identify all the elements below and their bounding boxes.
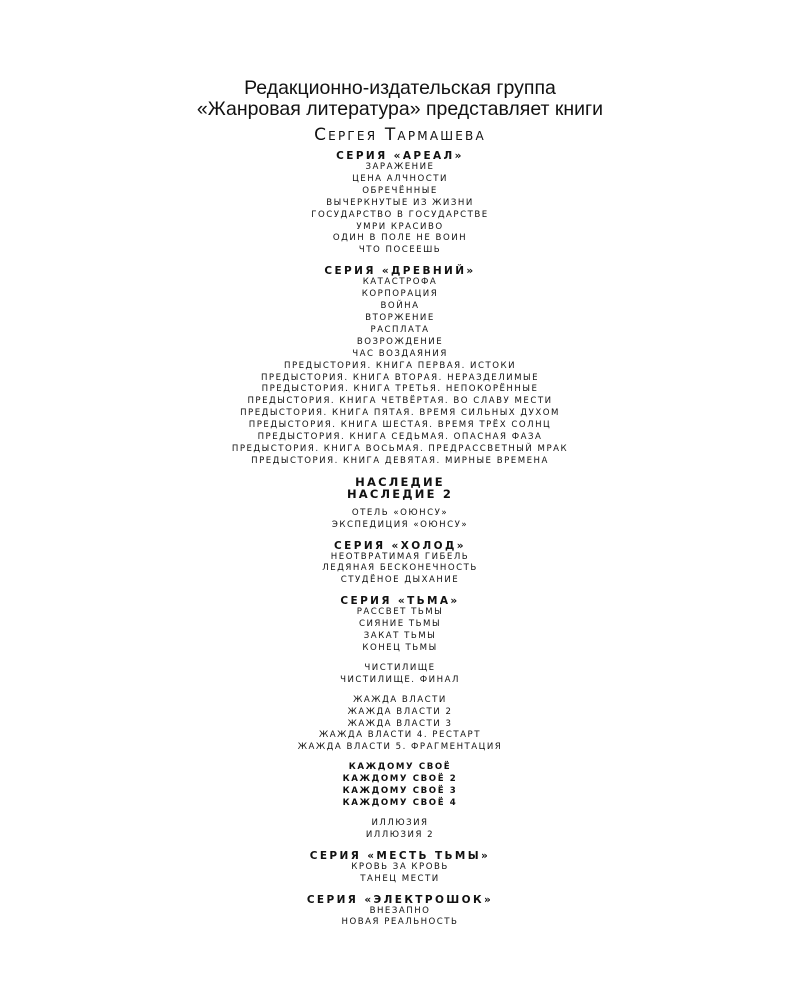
book-title: РАССВЕТ ТЬМЫ xyxy=(356,607,444,618)
series-heading: СЕРИЯ «ТЬМА» xyxy=(340,595,460,608)
book-title: ПРЕДЫСТОРИЯ. КНИГА ТРЕТЬЯ. НЕПОКОРЁННЫЕ xyxy=(261,384,539,395)
book-title: ВОЗРОЖДЕНИЕ xyxy=(356,336,444,347)
book-title: ПРЕДЫСТОРИЯ. КНИГА ШЕСТАЯ. ВРЕМЯ ТРЁХ СОЛНЦ xyxy=(248,420,552,431)
book-title: ЖАЖДА ВЛАСТИ xyxy=(353,694,447,705)
book-title: КАЖДОМУ СВОЁ xyxy=(348,762,452,773)
series-group xyxy=(0,265,800,468)
book-title: ЧИСТИЛИЩЕ xyxy=(364,662,436,673)
series-heading: НАСЛЕДИЕ xyxy=(355,474,445,489)
book-title: СТУДЁНОЕ ДЫХАНИЕ xyxy=(340,575,460,586)
book-title: ЗАКАТ ТЬМЫ xyxy=(363,631,437,642)
book-list-page xyxy=(0,78,800,929)
book-title: ЭКСПЕДИЦИЯ «ОЮНСУ» xyxy=(331,519,469,530)
publisher-line-2: «Жанровая литература» представляет книги xyxy=(196,98,604,120)
series-heading: СЕРИЯ «ЭЛЕКТРОШОК» xyxy=(306,893,494,906)
series-group xyxy=(0,540,800,588)
series-group xyxy=(0,476,800,532)
book-title: СИЯНИЕ ТЬМЫ xyxy=(358,619,442,630)
book-title: РАСПЛАТА xyxy=(370,324,430,335)
book-title: ЧТО ПОСЕЕШЬ xyxy=(358,245,442,256)
series-group xyxy=(0,894,800,930)
series-heading: СЕРИЯ «ДРЕВНИЙ» xyxy=(324,265,476,278)
book-title: ВОЙНА xyxy=(380,301,420,312)
book-title: УМРИ КРАСИВО xyxy=(356,221,444,232)
book-title: ОДИН В ПОЛЕ НЕ ВОИН xyxy=(332,233,468,244)
publisher-line-1: Редакционно-издательская группа xyxy=(244,77,556,99)
book-title: КОНЕЦ ТЬМЫ xyxy=(362,643,438,653)
series-list xyxy=(0,150,800,929)
series-group xyxy=(0,663,800,687)
book-title: ПРЕДЫСТОРИЯ. КНИГА ПЯТАЯ. ВРЕМЯ СИЛЬНЫХ ДУХОМ xyxy=(240,408,560,419)
series-heading: СЕРИЯ «ХОЛОД» xyxy=(334,539,466,552)
book-title: ЛЕДЯНАЯ БЕСКОНЕЧНОСТЬ xyxy=(322,563,478,574)
series-group xyxy=(0,595,800,655)
book-title: ЗАРАЖЕНИЕ xyxy=(365,162,435,172)
book-title: КРОВЬ ЗА КРОВЬ xyxy=(351,861,449,872)
book-title: КАТАСТРОФА xyxy=(362,277,438,288)
book-title: ЖАЖДА ВЛАСТИ 2 xyxy=(347,706,453,717)
book-title: ВЫЧЕРКНУТЫЕ ИЗ ЖИЗНИ xyxy=(326,197,474,208)
book-title: ОБРЕЧЁННЫЕ xyxy=(362,185,438,196)
series-group xyxy=(0,695,800,755)
group-spacer xyxy=(0,500,800,508)
author-name: Сергея Тармашева xyxy=(314,125,486,145)
book-title: ВНЕЗАПНО xyxy=(369,905,431,916)
series-heading: НАСЛЕДИЕ 2 xyxy=(346,486,454,501)
series-group xyxy=(0,818,800,842)
book-title: ПРЕДЫСТОРИЯ. КНИГА ДЕВЯТАЯ. МИРНЫЕ ВРЕМЕНА xyxy=(251,455,549,466)
book-title: КОРПОРАЦИЯ xyxy=(361,289,439,300)
book-title: ТАНЕЦ МЕСТИ xyxy=(360,873,440,884)
book-title: ЦЕНА АЛЧНОСТИ xyxy=(352,173,448,184)
book-title: ПРЕДЫСТОРИЯ. КНИГА ВОСЬМАЯ. ПРЕДРАССВЕТНЫЙ МРАК xyxy=(231,443,569,454)
book-title: ВТОРЖЕНИЕ xyxy=(365,312,435,323)
series-heading: СЕРИЯ «МЕСТЬ ТЬМЫ» xyxy=(309,849,491,862)
book-title: ПРЕДЫСТОРИЯ. КНИГА ЧЕТВЁРТАЯ. ВО СЛАВУ МЕСТИ xyxy=(247,396,553,407)
book-title: ИЛЛЮЗИЯ xyxy=(371,817,429,828)
book-title: ПРЕДЫСТОРИЯ. КНИГА ПЕРВАЯ. ИСТОКИ xyxy=(283,360,517,371)
series-heading: СЕРИЯ «АРЕАЛ» xyxy=(336,150,464,162)
book-title: ОТЕЛЬ «ОЮНСУ» xyxy=(351,507,449,518)
book-title: ЧАС ВОЗДАЯНИЯ xyxy=(352,348,448,359)
book-title: ЖАЖДА ВЛАСТИ 5. ФРАГМЕНТАЦИЯ xyxy=(297,742,503,753)
book-title: НОВАЯ РЕАЛЬНОСТЬ xyxy=(341,917,459,928)
series-group xyxy=(0,850,800,886)
book-title: КАЖДОМУ СВОЁ 4 xyxy=(342,797,458,808)
book-title: ПРЕДЫСТОРИЯ. КНИГА СЕДЬМАЯ. ОПАСНАЯ ФАЗА xyxy=(257,432,543,443)
book-title: ЖАЖДА ВЛАСТИ 4. РЕСТАРТ xyxy=(319,730,481,741)
book-title: ИЛЛЮЗИЯ 2 xyxy=(365,829,435,840)
book-title: ЖАЖДА ВЛАСТИ 3 xyxy=(347,718,453,729)
book-title: КАЖДОМУ СВОЁ 2 xyxy=(342,774,458,785)
book-title: ЧИСТИЛИЩЕ. ФИНАЛ xyxy=(340,674,460,685)
book-title: ГОСУДАРСТВО В ГОСУДАРСТВЕ xyxy=(311,209,489,220)
book-title: КАЖДОМУ СВОЁ 3 xyxy=(342,786,458,797)
series-group xyxy=(0,150,800,257)
series-group xyxy=(0,762,800,810)
book-title: ПРЕДЫСТОРИЯ. КНИГА ВТОРАЯ. НЕРАЗДЕЛИМЫЕ xyxy=(260,372,540,383)
book-title: НЕОТВРАТИМАЯ ГИБЕЛЬ xyxy=(330,551,470,562)
